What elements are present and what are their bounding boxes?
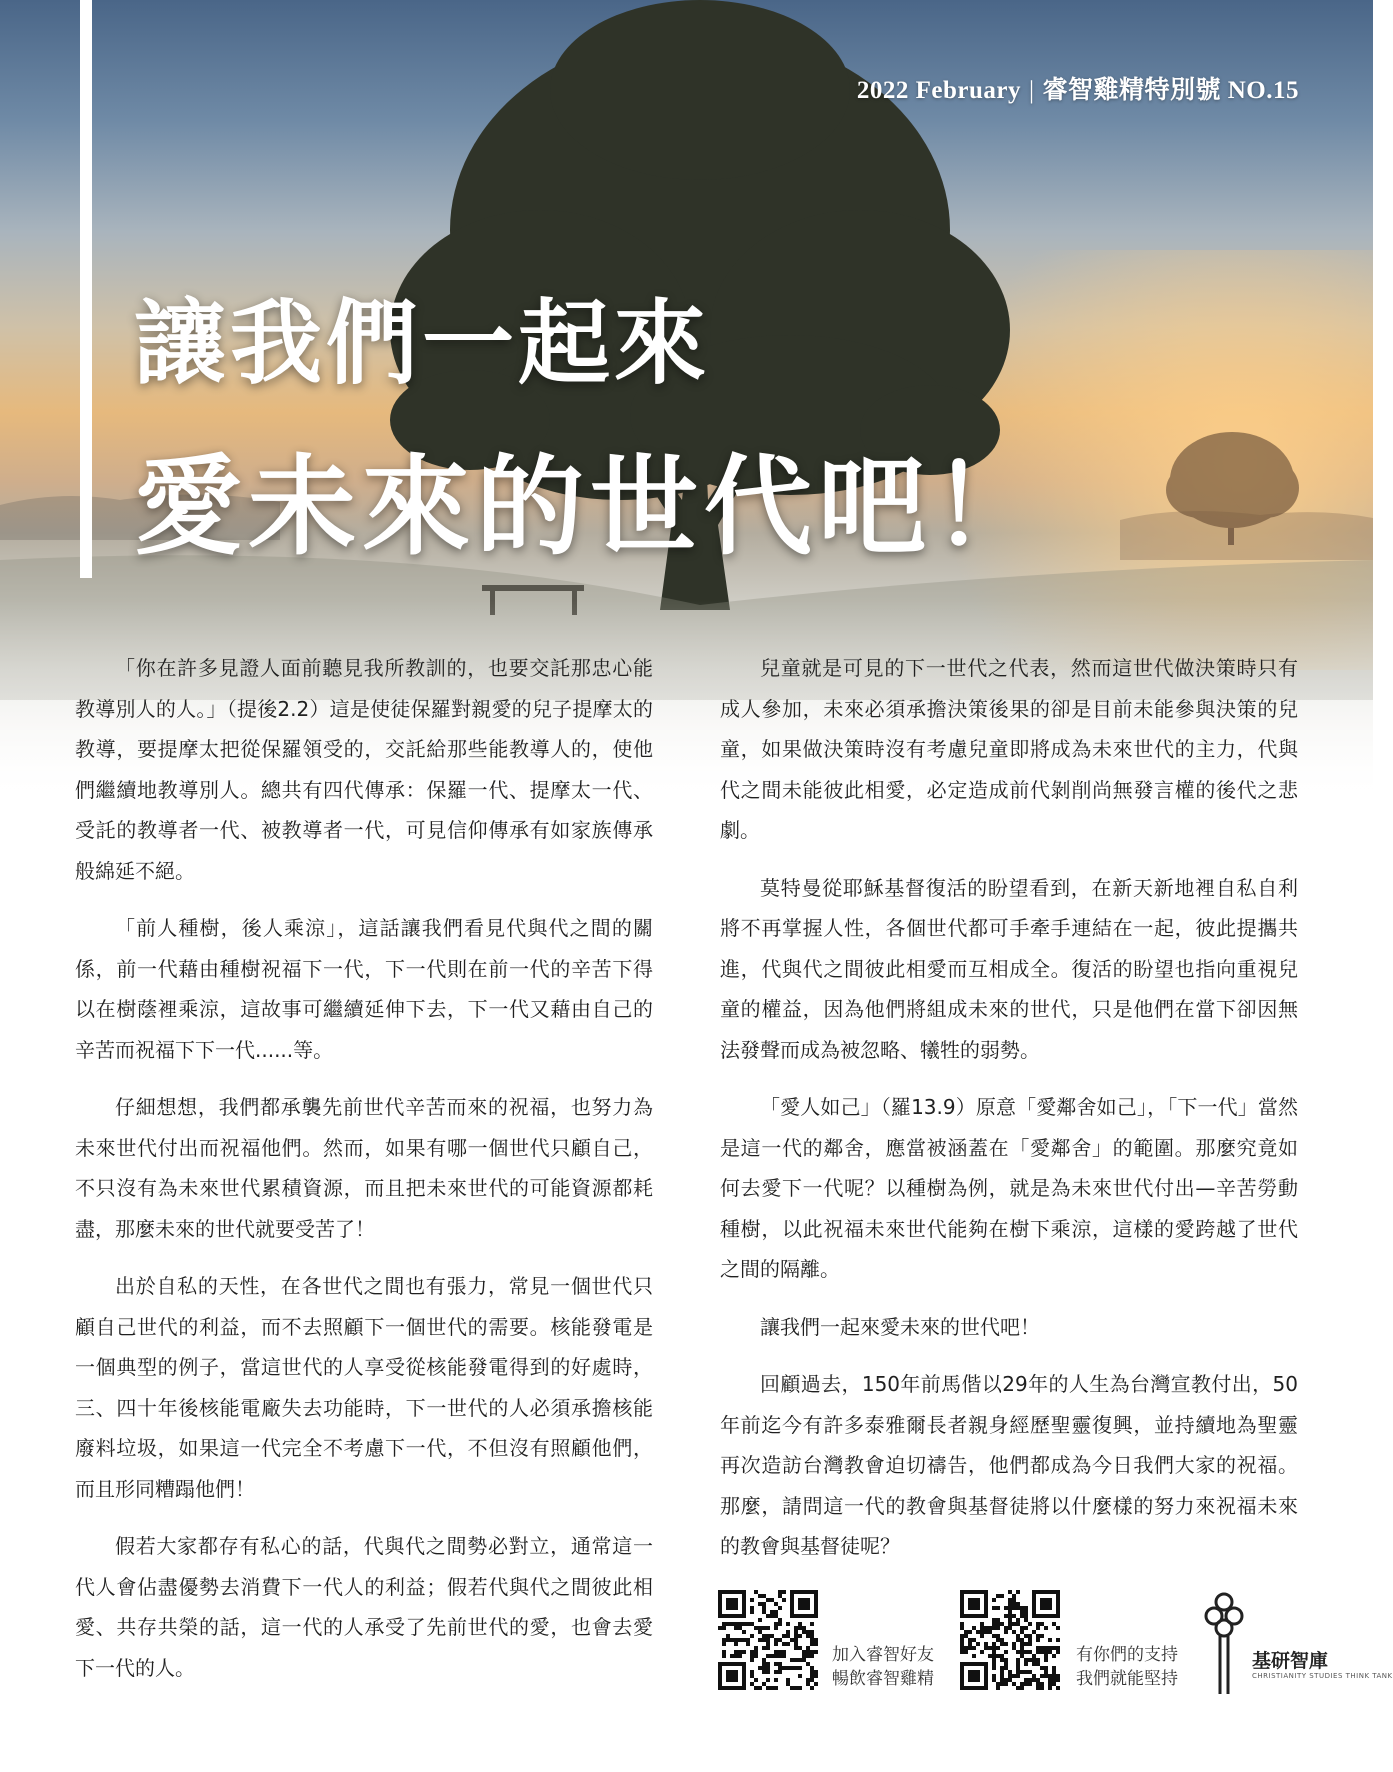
paragraph: 「前人種樹，後人乘涼」，這話讓我們看見代與代之間的關係，前一代藉由種樹祝福下一代，下一代則在前一代的辛苦下得以在樹蔭裡乘涼，這故事可繼續延伸下去，下一代又藉由自己的辛苦而祝福下下一代......等。 bbox=[75, 916, 653, 1062]
paragraph: 假若大家都存有私心的話，代與代之間勢必對立，通常這一代人會佔盡優勢去消費下一代人的利益；假若代與代之間彼此相愛、共存共榮的話，這一代的人承受了先前世代的愛，也會去愛下一代的人。 bbox=[75, 1534, 653, 1680]
right-column bbox=[720, 648, 1298, 1584]
qr1-caption bbox=[832, 1643, 934, 1691]
qr2-caption-line1: 有你們的支持 bbox=[1076, 1645, 1178, 1665]
issue-title: 睿智雞精特別號 NO.15 bbox=[1042, 77, 1299, 104]
paragraph: 讓我們一起來愛未來的世代吧！ bbox=[760, 1314, 1040, 1339]
issue-line bbox=[857, 70, 1299, 106]
paragraph: 莫特曼從耶穌基督復活的盼望看到，在新天新地裡自私自利將不再掌握人性，各個世代都可手牽手連結在一起，彼此提攜共進，代與代之間彼此相愛而互相成全。復活的盼望也指向重視兒童的權益，因為他們將組成未來的世代，只是他們在當下卻因無法發聲而成為被忽略、犧牲的弱勢。 bbox=[720, 875, 1298, 1062]
qr1-caption-line1: 加入睿智好友 bbox=[832, 1645, 934, 1665]
footer bbox=[718, 1590, 1393, 1700]
issue-date: 2022 February bbox=[856, 77, 1021, 104]
qr-code-icon[interactable] bbox=[960, 1590, 1060, 1690]
qr-code-graphic bbox=[960, 1590, 1060, 1690]
paragraph: 仔細想想，我們都承襲先前世代辛苦而來的祝福，也努力為未來世代付出而祝福他們。然而，如果有哪一個世代只顧自己，不只沒有為未來世代累積資源，而且把未來世代的可能資源都耗盡，那麼未來的世代就要受苦了！ bbox=[75, 1095, 653, 1241]
organization-logo bbox=[1196, 1590, 1393, 1700]
qr2-caption-line2: 我們就能堅持 bbox=[1076, 1669, 1178, 1689]
qr-code-graphic bbox=[718, 1590, 818, 1690]
knot-logo-icon bbox=[1196, 1590, 1252, 1700]
paragraph: 「愛人如己」（羅13.9）原意「愛鄰舍如己」，「下一代」當然是這一代的鄰舍，應當被涵蓋在「愛鄰舍」的範圍。那麼究竟如何去愛下一代呢？以種樹為例，就是為未來世代付出—辛苦勞動種樹，以此祝福未來世代能夠在樹下乘涼，這樣的愛跨越了世代之間的隔離。 bbox=[720, 1095, 1298, 1281]
qr2-caption bbox=[1076, 1643, 1178, 1691]
issue-separator: | bbox=[1028, 77, 1035, 104]
paragraph: 兒童就是可見的下一世代之代表，然而這世代做決策時只有成人參加，未來必須承擔決策後果的卻是目前未能參與決策的兒童，如果做決策時沒有考慮兒童即將成為未來世代的主力，代與代之間未能彼此相愛，必定造成前代剝削尚無發言權的後代之悲劇。 bbox=[720, 656, 1298, 842]
headline-line-2: 愛未來的世代吧！ bbox=[134, 444, 1047, 570]
left-column bbox=[75, 648, 653, 1705]
logo-subtitle: CHRISTIANITY STUDIES THINK TANK bbox=[1252, 1672, 1393, 1680]
headline-line-1: 讓我們一起來 bbox=[134, 289, 711, 397]
accent-bar bbox=[80, 0, 92, 578]
qr1-caption-line2: 暢飲睿智雞精 bbox=[832, 1669, 934, 1689]
qr-code-icon[interactable] bbox=[718, 1590, 818, 1690]
logo-name: 基研智庫 bbox=[1252, 1650, 1329, 1672]
paragraph: 回顧過去，150年前馬偕以29年的人生為台灣宣教付出，50年前迄今有許多泰雅爾長者親身經歷聖靈復興，並持續地為聖靈再次造訪台灣教會迫切禱告，他們都成為今日我們大家的祝福。那麼，請問這一代的教會與基督徒將以什麼樣的努力來祝福未來的教會與基督徒呢？ bbox=[720, 1372, 1298, 1558]
paragraph: 出於自私的天性，在各世代之間也有張力，常見一個世代只顧自己世代的利益，而不去照顧下一個世代的需要。核能發電是一個典型的例子，當這世代的人享受從核能發電得到的好處時，三、四十年後核能電廠失去功能時，下一世代的人必須承擔核能廢料垃圾，如果這一代完全不考慮下一代，不但沒有照顧他們，而且形同糟蹋他們！ bbox=[75, 1274, 653, 1501]
paragraph: 「你在許多見證人面前聽見我所教訓的，也要交託那忠心能教導別人的人。」（提後2.2）這是使徒保羅對親愛的兒子提摩太的教導，要提摩太把從保羅領受的，交託給那些能教導人的，使他們繼續地教導別人。總共有四代傳承：保羅一代、提摩太一代、受託的教導者一代、被教導者一代，可見信仰傳承有如家族傳承般綿延不絕。 bbox=[75, 656, 653, 883]
